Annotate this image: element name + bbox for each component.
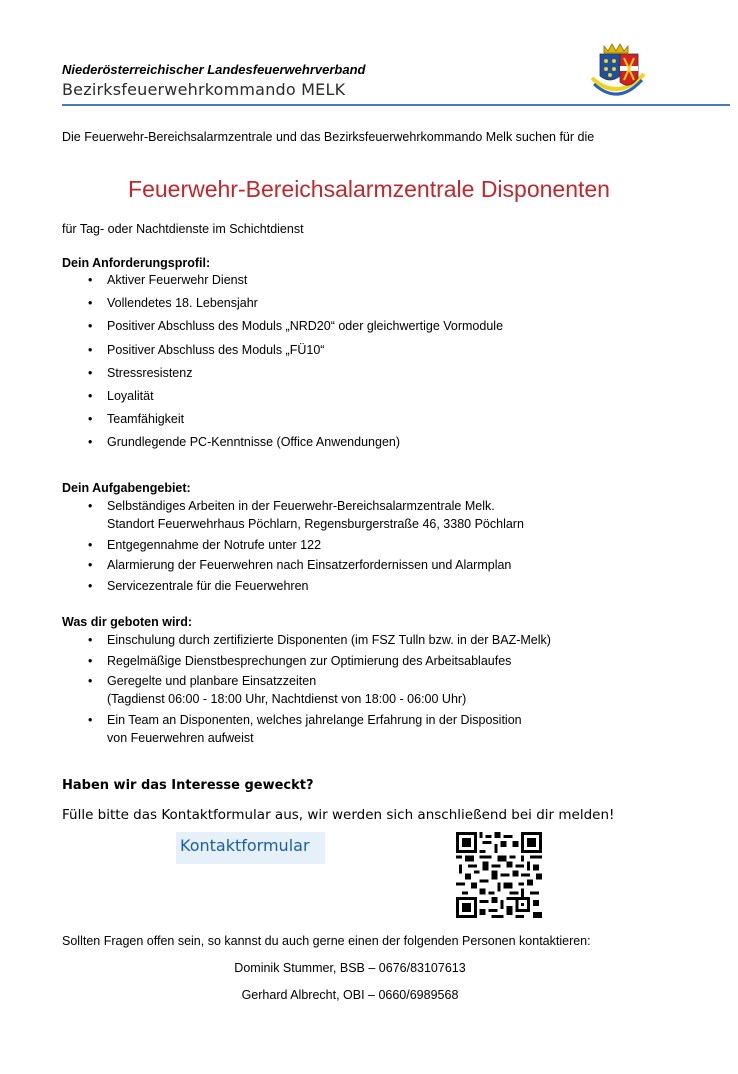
- offers-heading: Was dir geboten wird:: [62, 615, 193, 629]
- list-item: [62, 556, 682, 574]
- coat-of-arms-icon: [590, 40, 646, 100]
- list-item: [62, 631, 682, 649]
- list-item: • Positiver Abschluss des Moduls „NRD20“ oder gleichwertige Vormodule: [62, 318, 682, 341]
- command-name: Bezirksfeuerwehrkommando MELK: [62, 80, 346, 99]
- list-item: • Positiver Abschluss des Moduls „FÜ10“: [62, 342, 682, 365]
- list-item: [62, 672, 682, 708]
- fill-form-text: Fülle bitte das Kontaktformular aus, wir werden sich anschließend bei dir melden!: [62, 807, 615, 823]
- job-title: Feuerwehr-Bereichsalarmzentrale Disponenten: [128, 176, 610, 202]
- list-item: • Aktiver Feuerwehr Dienst: [62, 272, 682, 295]
- shift-info: für Tag- oder Nachtdienste im Schichtdienst: [62, 222, 304, 236]
- qr-code-icon: [456, 832, 542, 918]
- requirements-heading: Dein Anforderungsprofil:: [62, 256, 211, 270]
- tasks-section: [62, 481, 682, 597]
- offers-section: [62, 615, 682, 749]
- list-item-line: Alarmierung der Feuerwehren nach Einsatzerfordernissen und Alarmplan: [107, 558, 512, 572]
- organization-name: Niederösterreichischer Landesfeuerwehrverband: [62, 62, 366, 77]
- list-item: • Stressresistenz: [62, 365, 682, 388]
- questions-text: Sollten Fragen offen sein, so kannst du auch gerne einen der folgenden Personen kontaktieren:: [62, 934, 591, 948]
- list-item: [62, 536, 682, 554]
- list-item: • Vollendetes 18. Lebensjahr: [62, 295, 682, 318]
- list-item: • Grundlegende PC-Kenntnisse (Office Anwendungen): [62, 434, 682, 457]
- requirements-list: [62, 272, 682, 458]
- list-item: [62, 577, 682, 595]
- list-item-line: Servicezentrale für die Feuerwehren: [107, 578, 309, 593]
- list-item: [62, 652, 682, 670]
- list-item-line: (Tagdienst 06:00 - 18:00 Uhr, Nachtdienst von 18:00 - 06:00 Uhr): [107, 692, 467, 706]
- list-item-line: Geregelte und planbare Einsatzzeiten: [107, 674, 317, 688]
- list-item-line: Regelmäßige Dienstbesprechungen zur Optimierung des Arbeitsablaufes: [107, 653, 512, 668]
- contact-person: Gerhard Albrecht, OBI – 0660/6989568: [241, 988, 459, 1002]
- list-item: [62, 497, 682, 533]
- requirements-section: [62, 256, 682, 458]
- interest-heading: Haben wir das Interesse geweckt?: [62, 778, 314, 793]
- list-item-line: Standort Feuerwehrhaus Pöchlarn, Regensburgerstraße 46, 3380 Pöchlarn: [107, 517, 524, 531]
- header-divider: [62, 104, 730, 106]
- list-item: [62, 711, 682, 747]
- list-item-line: Entgegennahme der Notrufe unter 122: [107, 537, 322, 552]
- list-item-line: Ein Team an Disponenten, welches jahrelange Erfahrung in der Disposition: [107, 712, 522, 727]
- contact-person: Dominik Stummer, BSB – 0676/83107613: [234, 961, 466, 975]
- list-item-line: Einschulung durch zertifizierte Disponenten (im FSZ Tulln bzw. in der BAZ-Melk): [107, 633, 551, 647]
- list-item-line: Selbständiges Arbeiten in der Feuerwehr-Bereichsalarmzentrale Melk.: [107, 499, 495, 513]
- tasks-list: [62, 497, 682, 595]
- contact-form-link[interactable]: Kontaktformular: [180, 836, 310, 855]
- tasks-heading: Dein Aufgabengebiet:: [62, 481, 191, 495]
- offers-list: [62, 631, 682, 747]
- list-item: • Teamfähigkeit: [62, 411, 682, 434]
- intro-text: Die Feuerwehr-Bereichsalarmzentrale und das Bezirksfeuerwehrkommando Melk suchen für die: [62, 130, 595, 144]
- list-item-line: von Feuerwehren aufweist: [107, 730, 254, 745]
- list-item: • Loyalität: [62, 388, 682, 411]
